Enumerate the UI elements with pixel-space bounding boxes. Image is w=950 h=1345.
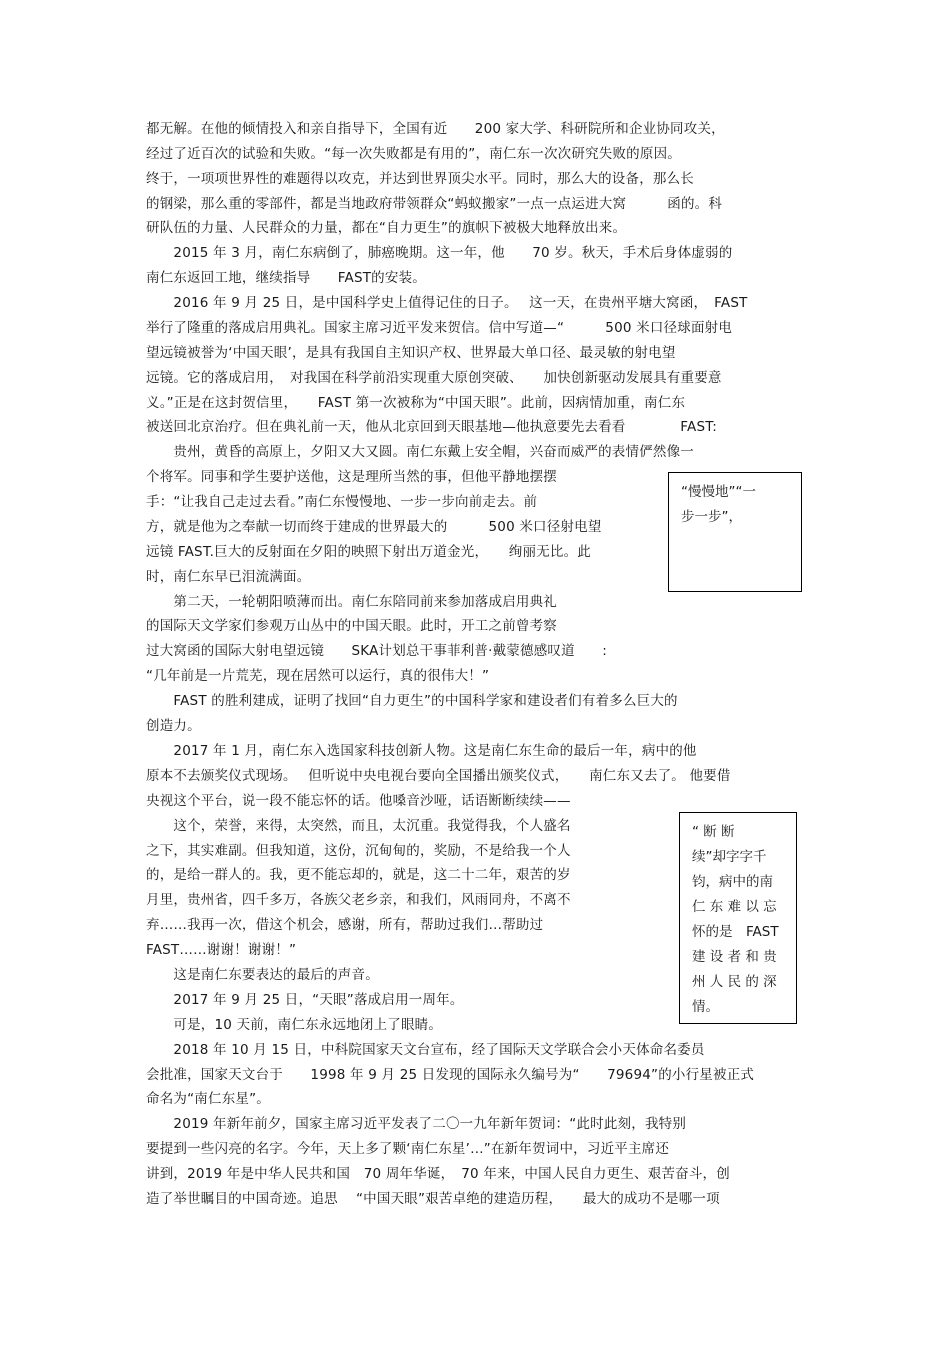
text-line: 月里，贵州省，四千多万，各族父老乡亲，和我们，风雨同舟，不离不: [146, 892, 571, 908]
text-line: 2017 年 1 月，南仁东入选国家科技创新人物。这是南仁东生命的最后一年，病中的他: [146, 743, 697, 759]
text-line: 时，南仁东早已泪流满面。: [146, 569, 311, 585]
text-line: 手：“让我自己走过去看。”南仁东慢慢地、一步一步向前走去。前: [146, 494, 538, 510]
margin-note-box: [679, 812, 797, 1024]
text-line: 会批准，国家天文台于 1998 年 9 月 25 日发现的国际永久编号为“ 79694”的小行星被正式: [146, 1067, 755, 1083]
text-line: 第二天，一轮朝阳喷薄而出。南仁东陪同前来参加落成启用典礼: [146, 594, 557, 610]
text-line: 命名为“南仁东星”。: [146, 1091, 270, 1107]
margin-note-box: [668, 472, 802, 592]
text-line: 研队伍的力量、人民群众的力量，都在“自力更生”的旗帜下被极大地释放出来。: [146, 220, 627, 236]
text-line: 讲到，2019 年是中华人民共和国 70 周年华诞， 70 年来，中国人民自力更生、艰苦奋斗，创: [146, 1166, 730, 1182]
text-line: 原本不去颁奖仪式现场。 但听说中央电视台要向全国播出颁奖仪式， 南仁东又去了。 他要借: [146, 768, 731, 784]
note-line: “ 断 断: [692, 824, 735, 840]
text-line: “几年前是一片荒芜，现在居然可以运行，真的很伟大！”: [146, 668, 490, 684]
text-line: 的钢梁，那么重的零部件，都是当地政府带领群众“蚂蚁搬家”一点一点运进大窝 函的。科: [146, 196, 723, 212]
text-line: 之下，其实难副。但我知道，这份，沉甸甸的，奖励，不是给我一个人: [146, 843, 571, 859]
note-line: 步一步”，: [681, 509, 742, 525]
text-line: 远镜 FAST.巨大的反射面在夕阳的映照下射出万道金光， 绚丽无比。此: [146, 544, 592, 560]
text-line: 这个，荣誉，来得，太突然，而且，太沉重。我觉得我，个人盛名: [146, 818, 571, 834]
text-line: FAST……谢谢！谢谢！”: [146, 942, 297, 958]
text-line: 贵州，黄昏的高原上，夕阳又大又圆。南仁东戴上安全帽，兴奋而威严的表情俨然像一: [146, 444, 694, 460]
text-line: 2017 年 9 月 25 日，“天眼”落成启用一周年。: [146, 992, 464, 1008]
note-line: 建 设 者 和 贵: [692, 949, 777, 965]
text-line: 义。”正是在这封贺信里， FAST 第一次被称为“中国天眼”。此前，因病情加重，南仁东: [146, 395, 686, 411]
text-line: 可是，10 天前，南仁东永远地闭上了眼睛。: [146, 1017, 443, 1033]
text-line: 经过了近百次的试验和失败。“每一次失败都是有用的”，南仁东一次次研究失败的原因。: [146, 146, 681, 162]
text-line: 举行了隆重的落成启用典礼。国家主席习近平发来贺信。信中写道—“ 500 米口径球面射电: [146, 320, 733, 336]
text-line: 弃……我再一次，借这个机会，感谢，所有，帮助过我们…帮助过: [146, 917, 544, 933]
note-line: 怀的是 FAST: [692, 924, 779, 940]
text-line: 远镜。它的落成启用， 对我国在科学前沿实现重大原创突破、 加快创新驱动发展具有重要意: [146, 370, 722, 386]
text-line: 被送回北京治疗。但在典礼前一天，他从北京回到天眼基地—他执意要先去看看 FAST:: [146, 419, 717, 435]
text-line: 2015 年 3 月，南仁东病倒了，肺癌晚期。这一年，他 70 岁。秋天，手术后身体虚弱的: [146, 245, 733, 261]
text-line: 2019 年新年前夕，国家主席习近平发表了二〇一九年新年贺词：“此时此刻，我特别: [146, 1116, 687, 1132]
text-line: 望远镜被誉为‘中国天眼’，是具有我国自主知识产权、世界最大单口径、最灵敏的射电望: [146, 345, 676, 361]
note-line: 情。: [692, 999, 719, 1015]
note-line: 钧，病中的南: [692, 874, 773, 890]
text-line: 终于，一项项世界性的难题得以攻克，并达到世界顶尖水平。同时，那么大的设备，那么长: [146, 171, 694, 187]
text-line: 个将军。同事和学生要护送他，这是理所当然的事，但他平静地摆摆: [146, 469, 557, 485]
text-line: 这是南仁东要表达的最后的声音。: [146, 967, 379, 983]
text-line: 2018 年 10 月 15 日，中科院国家天文台宣布，经了国际天文学联合会小天体命名委员: [146, 1042, 705, 1058]
text-line: 都无解。在他的倾情投入和亲自指导下，全国有近 200 家大学、科研院所和企业协同攻关，: [146, 121, 725, 137]
text-line: 2016 年 9 月 25 日，是中国科学史上值得记住的日子。 这一天，在贵州平塘大窝函， FAST: [146, 295, 748, 311]
text-line: 央视这个平台，说一段不能忘怀的话。他嗓音沙哑，话语断断续续——: [146, 793, 571, 809]
text-line: 南仁东返回工地，继续指导 FAST的安装。: [146, 270, 426, 286]
note-line: 州 人 民 的 深: [692, 974, 777, 990]
text-line: 创造力。: [146, 718, 201, 734]
note-line: “慢慢地”“一: [681, 484, 756, 500]
note-line: 续”却字字千: [692, 849, 767, 865]
text-line: 的国际天文学家们参观万山丛中的中国天眼。此时，开工之前曾考察: [146, 618, 557, 634]
text-line: FAST 的胜利建成，证明了找回“自力更生”的中国科学家和建设者们有着多么巨大的: [146, 693, 678, 709]
text-line: 的，是给一群人的。我，更不能忘却的，就是，这二十二年，艰苦的岁: [146, 867, 571, 883]
text-line: 方，就是他为之奉献一切而终于建成的世界最大的 500 米口径射电望: [146, 519, 602, 535]
text-line: 过大窝函的国际大射电望远镜 SKA计划总干事菲利普·戴蒙德感叹道 :: [146, 643, 607, 659]
note-line: 仁 东 难 以 忘: [692, 899, 777, 915]
text-line: 造了举世瞩目的中国奇迹。追思 “中国天眼”艰苦卓绝的建造历程， 最大的成功不是哪一项: [146, 1191, 720, 1207]
text-line: 要提到一些闪亮的名字。今年，天上多了颗‘南仁东星’…”在新年贺词中，习近平主席还: [146, 1141, 670, 1157]
